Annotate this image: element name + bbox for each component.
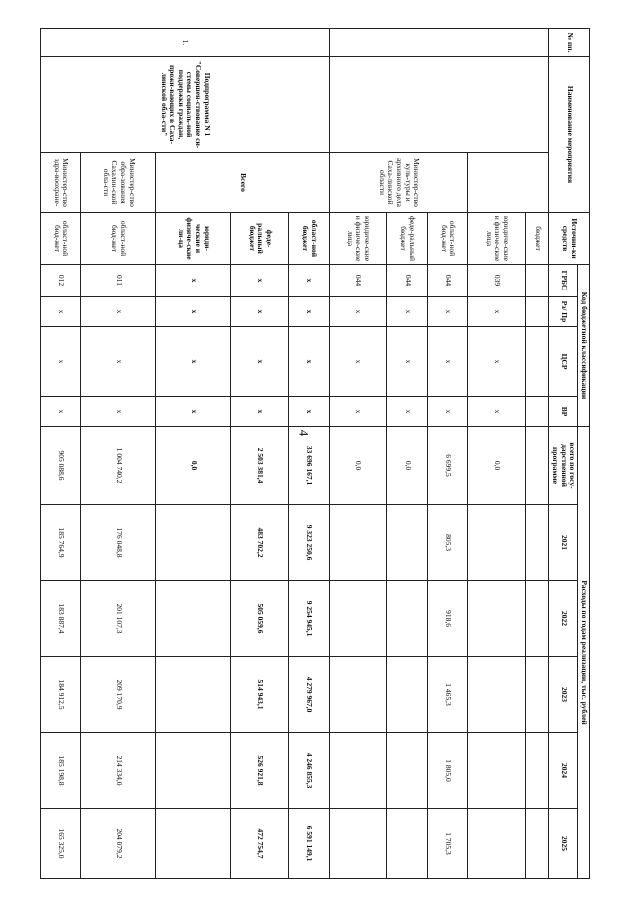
cell-rzpr: x <box>156 297 231 327</box>
cell-2023: 184 912,5 <box>41 657 82 733</box>
cell-grbs: 011 <box>81 265 156 297</box>
cell-grbs: 044 <box>428 265 469 297</box>
cell-csr: x <box>387 327 428 397</box>
cell-2021 <box>387 505 428 581</box>
header-year: 2024 <box>549 733 578 809</box>
cell-2022 <box>526 581 549 657</box>
cell-total: 905 088,6 <box>41 427 82 505</box>
cell-2023 <box>526 657 549 733</box>
table-row <box>289 29 330 879</box>
cell-2024 <box>468 733 526 809</box>
header-grbs: ГРБС <box>549 265 578 297</box>
cell-2025: 6 591 149,1 <box>289 809 330 879</box>
cell-2022: 505 059,6 <box>231 581 289 657</box>
cell-csr: x <box>329 327 387 397</box>
cell-2024 <box>526 733 549 809</box>
header-year: 2023 <box>549 657 578 733</box>
header-rzpr: Рз/ Пр <box>549 297 578 327</box>
cell-subprogram-name: Подпрограмма N 1 "Совершен-ствование си-стемы социаль-ной поддержки граждан, прожи-вающих в Саха-линской обла-сти" <box>41 57 330 153</box>
cell-total: 0,0 <box>329 427 387 505</box>
cell-2022 <box>329 581 387 657</box>
cell-2024: 526 921,8 <box>231 733 289 809</box>
cell-2022 <box>156 581 231 657</box>
cell-csr: x <box>289 327 330 397</box>
cell-2023: 514 943,1 <box>231 657 289 733</box>
cell-2025 <box>156 809 231 879</box>
cell-source: област-ной бюд-жет <box>81 213 156 265</box>
cell-2024: 1 805,0 <box>428 733 469 809</box>
cell-source: област-ной бюд-жет <box>41 213 82 265</box>
cell-2021: 176 048,8 <box>81 505 156 581</box>
cell-source: област-ной бюд-жет <box>428 213 469 265</box>
cell-vr: x <box>428 397 469 427</box>
cell-responsible: Министер-ство обра-зования Сахалин-ской обла-сти <box>81 153 156 213</box>
cell-grbs: 039 <box>468 265 526 297</box>
cell-vr: x <box>387 397 428 427</box>
budget-table <box>40 28 590 879</box>
cell-2022 <box>468 581 526 657</box>
header-year: 2022 <box>549 581 578 657</box>
cell-2023 <box>329 657 387 733</box>
cell-vr: x <box>81 397 156 427</box>
cell-2022: 201 107,3 <box>81 581 156 657</box>
cell-source: област-ной бюджет <box>289 213 330 265</box>
cell-2024: 4 246 855,3 <box>289 733 330 809</box>
header-source: Источни-ки средств <box>549 213 590 265</box>
cell-responsible: Министер-ство куль-туры и архивного дела Саха-линской области <box>329 153 468 213</box>
header-name: Наименование мероприятия <box>549 57 590 213</box>
cell-rzpr: x <box>468 297 526 327</box>
cell-grbs <box>526 265 549 297</box>
cell-source: феде-ральный бюджет <box>387 213 428 265</box>
table-row <box>41 29 82 879</box>
cell-num: 1. <box>41 29 330 57</box>
cell-name <box>329 57 549 153</box>
cell-csr: x <box>231 327 289 397</box>
cell-2023: 1 465,3 <box>428 657 469 733</box>
header-year: 2025 <box>549 809 578 879</box>
cell-2025: 1 705,3 <box>428 809 469 879</box>
cell-total <box>526 427 549 505</box>
cell-grbs: x <box>289 265 330 297</box>
cell-source: феде-ральный бюджет <box>231 213 289 265</box>
cell-grbs: x <box>156 265 231 297</box>
table-row <box>428 29 469 879</box>
cell-vr: x <box>156 397 231 427</box>
cell-rzpr: x <box>289 297 330 327</box>
cell-total: 1 004 740,2 <box>81 427 156 505</box>
cell-csr: x <box>428 327 469 397</box>
header-budget-code: Код бюджетной классификации <box>578 265 590 427</box>
cell-2021: 483 702,2 <box>231 505 289 581</box>
cell-source: юриди-ческие и физиче-ские ли-ца <box>156 213 231 265</box>
cell-2023: 4 279 967,0 <box>289 657 330 733</box>
cell-2025: 204 079,2 <box>81 809 156 879</box>
cell-2021: 805,3 <box>428 505 469 581</box>
cell-csr: x <box>468 327 526 397</box>
cell-2023 <box>468 657 526 733</box>
cell-vr: x <box>41 397 82 427</box>
cell-grbs: 044 <box>329 265 387 297</box>
cell-source: юридиче-ские и физиче-ские лица <box>468 213 526 265</box>
cell-2021 <box>156 505 231 581</box>
cell-total: 0,0 <box>156 427 231 505</box>
header-total: всего по госу-дарственной программе <box>549 427 578 505</box>
cell-source: бюджет <box>526 213 549 265</box>
cell-responsible: Министер-ство здра-воохране- <box>41 153 82 213</box>
cell-rzpr <box>526 297 549 327</box>
cell-rzpr: x <box>231 297 289 327</box>
cell-responsible-total: Всего <box>156 153 329 213</box>
cell-vr: x <box>231 397 289 427</box>
cell-grbs: 044 <box>387 265 428 297</box>
cell-rzpr: x <box>428 297 469 327</box>
cell-2025 <box>329 809 387 879</box>
cell-2023: 209 170,9 <box>81 657 156 733</box>
cell-csr: x <box>81 327 156 397</box>
cell-grbs: 012 <box>41 265 82 297</box>
cell-responsible <box>468 153 549 213</box>
header-expenses: Расходы по годам реализации, тыс. рублей <box>578 427 590 879</box>
cell-csr: x <box>156 327 231 397</box>
cell-grbs: x <box>231 265 289 297</box>
cell-vr <box>526 397 549 427</box>
header-year: 2021 <box>549 505 578 581</box>
cell-2025: 165 325,0 <box>41 809 82 879</box>
cell-2021: 9 323 250,6 <box>289 505 330 581</box>
cell-rzpr: x <box>81 297 156 327</box>
cell-2024: 214 334,0 <box>81 733 156 809</box>
cell-2021 <box>329 505 387 581</box>
cell-2024 <box>387 733 428 809</box>
cell-vr: x <box>289 397 330 427</box>
cell-2024: 185 198,8 <box>41 733 82 809</box>
cell-rzpr: x <box>41 297 82 327</box>
cell-2025 <box>526 809 549 879</box>
cell-rzpr: x <box>387 297 428 327</box>
table-row <box>526 29 549 879</box>
cell-num <box>329 29 549 57</box>
cell-2022: 183 887,4 <box>41 581 82 657</box>
cell-total: 33 696 167,1 <box>289 427 330 505</box>
header-vr: ВР <box>549 397 578 427</box>
cell-csr: x <box>41 327 82 397</box>
cell-2022 <box>387 581 428 657</box>
cell-2021 <box>468 505 526 581</box>
header-row-1 <box>578 29 590 879</box>
cell-2022: 918,6 <box>428 581 469 657</box>
cell-source: юридиче-ские и физиче-ские лица <box>329 213 387 265</box>
cell-2024 <box>329 733 387 809</box>
cell-2025 <box>387 809 428 879</box>
cell-2021: 185 764,9 <box>41 505 82 581</box>
rotated-table-wrapper <box>40 28 590 878</box>
cell-csr <box>526 327 549 397</box>
cell-2024 <box>156 733 231 809</box>
table-row <box>81 29 156 879</box>
cell-total: 0,0 <box>468 427 526 505</box>
cell-2025 <box>468 809 526 879</box>
cell-2023 <box>387 657 428 733</box>
cell-rzpr: x <box>329 297 387 327</box>
cell-total: 6 699,5 <box>428 427 469 505</box>
cell-2023 <box>156 657 231 733</box>
cell-2022: 9 254 945,1 <box>289 581 330 657</box>
cell-vr: x <box>329 397 387 427</box>
page-number: 4 <box>296 429 312 437</box>
cell-total: 2 503 381,4 <box>231 427 289 505</box>
header-num: № пп. <box>549 29 590 57</box>
cell-2025: 472 754,7 <box>231 809 289 879</box>
header-csr: ЦСР <box>549 327 578 397</box>
cell-total: 0,0 <box>387 427 428 505</box>
cell-2021 <box>526 505 549 581</box>
cell-vr: x <box>468 397 526 427</box>
